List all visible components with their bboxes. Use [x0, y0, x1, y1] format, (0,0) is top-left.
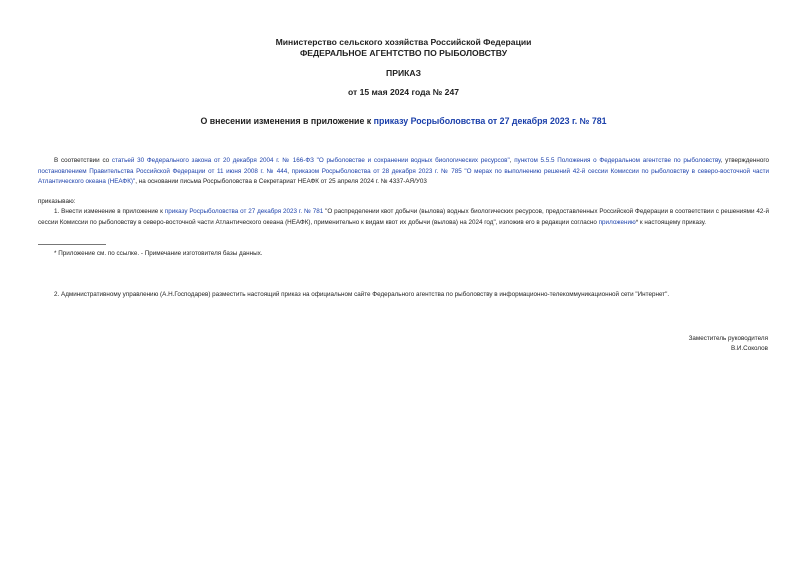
appendix-link[interactable]: приложению	[598, 218, 636, 226]
signatory-name: В.И.Соколов	[730, 345, 768, 352]
order-word: приказываю:	[38, 198, 76, 205]
document-type: ПРИКАЗ	[386, 68, 421, 78]
basis-text-4: ,	[287, 167, 292, 175]
agency-name: ФЕДЕРАЛЬНОЕ АГЕНТСТВО ПО РЫБОЛОВСТВУ	[299, 48, 508, 58]
item-1-paragraph	[38, 207, 769, 228]
agency-order-785-link[interactable]: приказом Росрыболовства от 28 декабря 2023 г. № 785 "О мерах по выполнению решений 42-й сессии Комиссии по рыболовству в северо-восточной части Атлантического океана (НЕАФК)"	[38, 167, 770, 185]
government-resolution-link[interactable]: постановлением Правительства Российской Федерации от 11 июня 2008 г. № 444	[38, 167, 288, 175]
basis-text-3: , утвержденного	[720, 157, 769, 164]
item-2-paragraph: 2. Административному управлению (А.Н.Господарев) разместить настоящий приказ на официальном сайте Федерального агентства по рыболовству в информационно-телекоммуникационной сети "Интернет".	[54, 291, 670, 298]
subject-text: О внесении изменения в приложение к	[200, 116, 374, 126]
document-date-number: от 15 мая 2024 года № 247	[347, 87, 460, 97]
footnote: * Приложение см. по ссылке. - Примечание изготовителя базы данных.	[54, 250, 263, 257]
item1-text-3: * к настоящему приказу.	[635, 218, 706, 226]
agency-regulation-link[interactable]: пунктом 5.5.5 Положения о Федеральном агентстве по рыболовству	[514, 157, 721, 164]
ministry-name: Министерство сельского хозяйства Российской Федерации	[275, 37, 532, 47]
basis-paragraph	[38, 156, 769, 188]
document-subject	[0, 116, 807, 127]
signatory-title: Заместитель руководителя	[688, 335, 768, 342]
basis-text-5: , на основании письма Росрыболовства в Секретариат НЕАФК от 25 апреля 2024 г. № 4337-АЯ/У03	[135, 178, 427, 185]
footnote-divider	[38, 244, 106, 245]
subject-order-link[interactable]: приказу Росрыболовства от 27 декабря 2023 г. № 781	[373, 116, 607, 126]
item1-text-2: "О распределении квот добычи (вылова) водных биологических ресурсов, предоставленных Российской Федерации в соответствии с решениями 42-й сессии Комиссии по рыболовству в северо-восточной части Атлантического океана (НЕАФК), применительно к видам квот их добычи (вылова) на 2024 год", изложив его в редакции согласно	[38, 208, 770, 226]
basis-text-1: В соответствии со	[54, 157, 112, 164]
item1-text-1: 1. Внести изменение в приложение к	[54, 208, 165, 215]
order-781-link[interactable]: приказу Росрыболовства от 27 декабря 2023 г. № 781	[164, 208, 324, 215]
federal-law-link[interactable]: статьей 30 Федерального закона от 20 декабря 2004 г. № 166-ФЗ "О рыболовстве и сохранении водных биологических ресурсов"	[111, 157, 510, 164]
basis-text-2: ,	[509, 157, 515, 164]
